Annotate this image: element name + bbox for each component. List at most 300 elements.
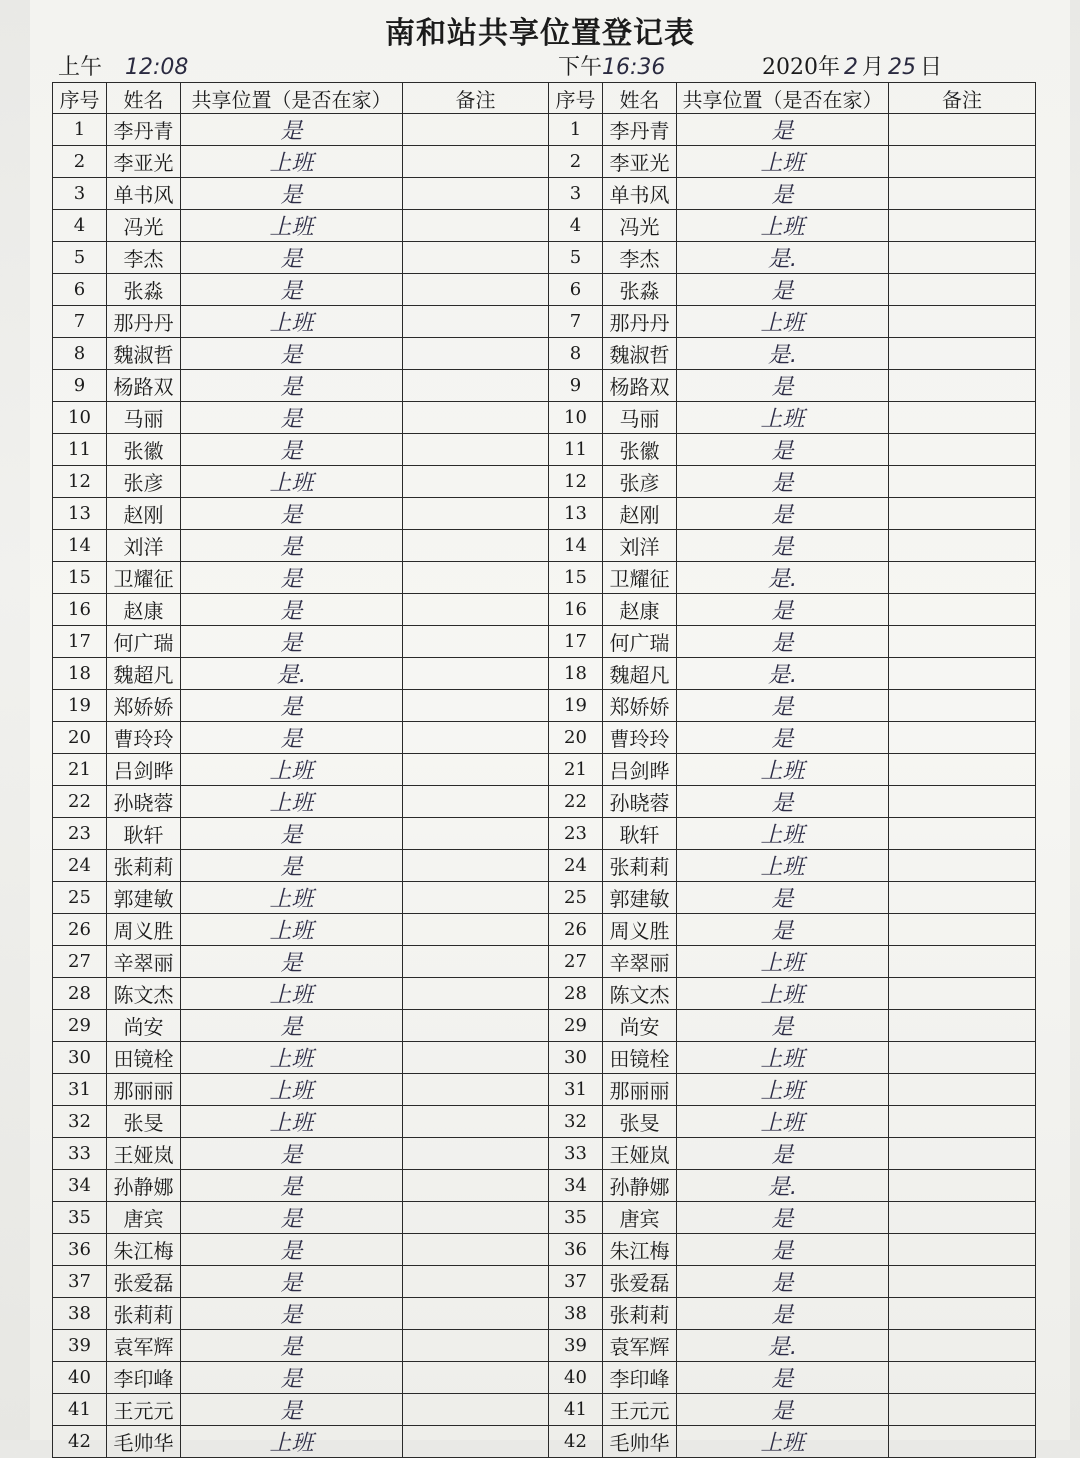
row-note — [403, 722, 549, 754]
row-location-status: 上班 — [677, 1074, 889, 1106]
row-note — [889, 402, 1036, 434]
row-note — [889, 466, 1036, 498]
row-location-status: 是 — [677, 626, 889, 658]
row-name: 卫耀征 — [603, 562, 677, 594]
table-row — [53, 1266, 549, 1298]
row-seq: 41 — [53, 1394, 107, 1426]
row-note — [889, 338, 1036, 370]
row-name: 张爱磊 — [107, 1266, 181, 1298]
table-row — [549, 178, 1036, 210]
row-seq: 13 — [549, 498, 603, 530]
header-note: 备注 — [889, 83, 1036, 114]
row-note — [403, 178, 549, 210]
row-seq: 38 — [53, 1298, 107, 1330]
row-name: 魏淑哲 — [603, 338, 677, 370]
header-name: 姓名 — [107, 83, 181, 114]
row-note — [889, 274, 1036, 306]
row-name: 杨路双 — [603, 370, 677, 402]
row-note — [403, 1426, 549, 1458]
table-row — [53, 978, 549, 1010]
row-seq: 31 — [53, 1074, 107, 1106]
row-note — [889, 850, 1036, 882]
row-location-status: 是. — [677, 242, 889, 274]
row-location-status: 是 — [181, 1202, 403, 1234]
row-name: 赵刚 — [603, 498, 677, 530]
row-name: 辛翠丽 — [107, 946, 181, 978]
row-seq: 30 — [549, 1042, 603, 1074]
row-note — [403, 466, 549, 498]
table-row — [53, 1010, 549, 1042]
row-seq: 33 — [53, 1138, 107, 1170]
row-note — [403, 1138, 549, 1170]
row-note — [403, 658, 549, 690]
row-name: 毛帅华 — [603, 1426, 677, 1458]
row-seq: 34 — [549, 1170, 603, 1202]
row-seq: 25 — [53, 882, 107, 914]
row-location-status: 是 — [677, 690, 889, 722]
table-row — [53, 402, 549, 434]
row-name: 王元元 — [603, 1394, 677, 1426]
row-location-status: 是 — [677, 530, 889, 562]
date-field — [762, 50, 942, 81]
row-name: 张彦 — [603, 466, 677, 498]
table-row — [53, 530, 549, 562]
row-location-status: 是 — [181, 370, 403, 402]
row-seq: 28 — [549, 978, 603, 1010]
row-location-status: 是 — [677, 1266, 889, 1298]
row-note — [403, 1330, 549, 1362]
row-seq: 14 — [549, 530, 603, 562]
row-location-status: 是 — [677, 466, 889, 498]
row-note — [889, 1202, 1036, 1234]
row-note — [403, 1394, 549, 1426]
row-seq: 34 — [53, 1170, 107, 1202]
table-row — [53, 722, 549, 754]
table-row — [549, 370, 1036, 402]
table-row — [53, 210, 549, 242]
row-name: 张淼 — [603, 274, 677, 306]
row-name: 耿轩 — [107, 818, 181, 850]
table-row — [549, 978, 1036, 1010]
row-note — [889, 658, 1036, 690]
row-location-status: 上班 — [677, 1426, 889, 1458]
row-location-status: 上班 — [181, 978, 403, 1010]
table-row — [549, 530, 1036, 562]
table-row — [53, 818, 549, 850]
table-row — [53, 306, 549, 338]
row-location-status: 上班 — [181, 146, 403, 178]
row-note — [889, 498, 1036, 530]
row-name: 李丹青 — [107, 114, 181, 146]
table-row — [549, 946, 1036, 978]
row-note — [403, 146, 549, 178]
row-name: 张莉莉 — [603, 1298, 677, 1330]
row-name: 尚安 — [603, 1010, 677, 1042]
row-note — [403, 370, 549, 402]
month-unit: 月 — [862, 55, 885, 80]
row-name: 陈文杰 — [603, 978, 677, 1010]
row-location-status: 是. — [181, 658, 403, 690]
row-location-status: 是 — [181, 434, 403, 466]
row-seq: 40 — [53, 1362, 107, 1394]
row-location-status: 上班 — [181, 1042, 403, 1074]
row-seq: 30 — [53, 1042, 107, 1074]
row-name: 张旻 — [107, 1106, 181, 1138]
row-seq: 6 — [549, 274, 603, 306]
row-location-status: 是 — [181, 1138, 403, 1170]
row-name: 郑娇娇 — [603, 690, 677, 722]
row-location-status: 上班 — [677, 1106, 889, 1138]
table-row — [549, 1234, 1036, 1266]
table-row — [549, 498, 1036, 530]
table-row — [549, 658, 1036, 690]
pm-register-table — [548, 82, 1036, 1458]
row-seq: 19 — [549, 690, 603, 722]
row-location-status: 上班 — [181, 466, 403, 498]
row-seq: 16 — [53, 594, 107, 626]
row-note — [403, 1298, 549, 1330]
table-row — [53, 1170, 549, 1202]
row-location-status: 是 — [181, 402, 403, 434]
row-note — [403, 850, 549, 882]
row-note — [889, 594, 1036, 626]
row-note — [403, 946, 549, 978]
row-name: 郑娇娇 — [107, 690, 181, 722]
row-note — [889, 754, 1036, 786]
row-note — [889, 690, 1036, 722]
table-row — [549, 274, 1036, 306]
table-row — [549, 1074, 1036, 1106]
row-name: 刘洋 — [107, 530, 181, 562]
row-seq: 37 — [549, 1266, 603, 1298]
row-seq: 5 — [53, 242, 107, 274]
row-name: 郭建敏 — [603, 882, 677, 914]
row-seq: 41 — [549, 1394, 603, 1426]
table-row — [53, 434, 549, 466]
header-note: 备注 — [403, 83, 549, 114]
row-name: 张莉莉 — [107, 850, 181, 882]
row-seq: 3 — [53, 178, 107, 210]
row-name: 马丽 — [603, 402, 677, 434]
row-location-status: 是 — [181, 114, 403, 146]
row-location-status: 上班 — [677, 210, 889, 242]
table-row — [549, 914, 1036, 946]
row-location-status: 是. — [677, 338, 889, 370]
row-note — [403, 690, 549, 722]
row-name: 李亚光 — [107, 146, 181, 178]
row-note — [889, 146, 1036, 178]
row-location-status: 是 — [181, 850, 403, 882]
row-location-status: 是 — [677, 786, 889, 818]
row-note — [403, 338, 549, 370]
row-note — [403, 274, 549, 306]
table-row — [549, 1202, 1036, 1234]
table-row — [53, 114, 549, 146]
row-note — [889, 1362, 1036, 1394]
table-row — [549, 242, 1036, 274]
row-name: 曹玲玲 — [107, 722, 181, 754]
row-location-status: 上班 — [677, 1042, 889, 1074]
table-row — [53, 1042, 549, 1074]
row-seq: 20 — [53, 722, 107, 754]
row-name: 冯光 — [603, 210, 677, 242]
table-row — [549, 850, 1036, 882]
row-name: 李丹青 — [603, 114, 677, 146]
row-name: 朱江梅 — [603, 1234, 677, 1266]
table-row — [53, 370, 549, 402]
row-name: 王娅岚 — [603, 1138, 677, 1170]
table-row — [549, 210, 1036, 242]
row-seq: 13 — [53, 498, 107, 530]
row-seq: 14 — [53, 530, 107, 562]
row-location-status: 是 — [677, 1234, 889, 1266]
row-seq: 33 — [549, 1138, 603, 1170]
row-note — [889, 530, 1036, 562]
row-seq: 17 — [53, 626, 107, 658]
row-seq: 20 — [549, 722, 603, 754]
table-row — [549, 1266, 1036, 1298]
row-name: 李印峰 — [603, 1362, 677, 1394]
row-note — [403, 1170, 549, 1202]
form-title: 南和站共享位置登记表 — [385, 16, 695, 51]
row-seq: 40 — [549, 1362, 603, 1394]
table-row — [53, 850, 549, 882]
row-seq: 21 — [549, 754, 603, 786]
row-name: 那丹丹 — [603, 306, 677, 338]
row-note — [889, 1330, 1036, 1362]
header-name: 姓名 — [603, 83, 677, 114]
table-row — [549, 146, 1036, 178]
row-location-status: 上班 — [677, 146, 889, 178]
row-note — [403, 1106, 549, 1138]
header-seq: 序号 — [53, 83, 107, 114]
row-note — [889, 370, 1036, 402]
row-note — [889, 1138, 1036, 1170]
table-row — [549, 434, 1036, 466]
row-note — [403, 114, 549, 146]
row-note — [403, 1234, 549, 1266]
row-location-status: 是 — [677, 722, 889, 754]
row-name: 袁军辉 — [603, 1330, 677, 1362]
row-seq: 11 — [53, 434, 107, 466]
row-name: 孙晓蓉 — [603, 786, 677, 818]
row-location-status: 上班 — [181, 210, 403, 242]
table-row — [549, 818, 1036, 850]
table-row — [549, 1138, 1036, 1170]
row-location-status: 是 — [677, 1202, 889, 1234]
table-row — [53, 658, 549, 690]
row-location-status: 是 — [181, 626, 403, 658]
table-row — [53, 1138, 549, 1170]
row-seq: 42 — [549, 1426, 603, 1458]
row-seq: 36 — [549, 1234, 603, 1266]
row-seq: 12 — [53, 466, 107, 498]
row-location-status: 是 — [181, 1330, 403, 1362]
row-seq: 18 — [549, 658, 603, 690]
table-row — [549, 722, 1036, 754]
morning-label: 上午 — [58, 55, 103, 80]
row-seq: 27 — [53, 946, 107, 978]
table-row — [549, 882, 1036, 914]
row-name: 陈文杰 — [107, 978, 181, 1010]
row-location-status: 上班 — [677, 754, 889, 786]
row-seq: 4 — [53, 210, 107, 242]
row-note — [403, 882, 549, 914]
row-name: 李杰 — [603, 242, 677, 274]
row-seq: 23 — [53, 818, 107, 850]
row-location-status: 是 — [181, 1298, 403, 1330]
row-seq: 1 — [549, 114, 603, 146]
row-seq: 10 — [53, 402, 107, 434]
row-location-status: 上班 — [181, 1074, 403, 1106]
row-location-status: 是 — [677, 274, 889, 306]
row-name: 耿轩 — [603, 818, 677, 850]
row-name: 孙静娜 — [107, 1170, 181, 1202]
row-note — [889, 882, 1036, 914]
year-unit: 年 — [818, 55, 841, 80]
row-location-status: 是. — [677, 562, 889, 594]
row-note — [889, 1234, 1036, 1266]
table-row — [549, 594, 1036, 626]
row-location-status: 是 — [677, 1394, 889, 1426]
table-row — [53, 146, 549, 178]
afternoon-time-field — [558, 50, 665, 81]
table-row — [549, 562, 1036, 594]
row-seq: 11 — [549, 434, 603, 466]
row-location-status: 是 — [181, 530, 403, 562]
row-location-status: 是 — [677, 1010, 889, 1042]
row-location-status: 是. — [677, 1170, 889, 1202]
row-location-status: 上班 — [181, 1106, 403, 1138]
date-day: 25 — [888, 55, 917, 80]
row-location-status: 是 — [677, 594, 889, 626]
row-note — [889, 1298, 1036, 1330]
row-note — [403, 210, 549, 242]
row-location-status: 是 — [181, 690, 403, 722]
row-seq: 25 — [549, 882, 603, 914]
row-name: 刘洋 — [603, 530, 677, 562]
row-name: 何广瑞 — [603, 626, 677, 658]
row-location-status: 是 — [181, 1394, 403, 1426]
row-name: 周义胜 — [107, 914, 181, 946]
row-location-status: 上班 — [677, 946, 889, 978]
row-location-status: 是 — [181, 1266, 403, 1298]
row-name: 张莉莉 — [107, 1298, 181, 1330]
row-location-status: 是 — [181, 946, 403, 978]
row-seq: 21 — [53, 754, 107, 786]
table-row — [53, 1106, 549, 1138]
row-name: 王元元 — [107, 1394, 181, 1426]
row-location-status: 是. — [677, 658, 889, 690]
row-seq: 29 — [53, 1010, 107, 1042]
row-note — [403, 1010, 549, 1042]
row-seq: 4 — [549, 210, 603, 242]
row-note — [403, 434, 549, 466]
table-row — [53, 338, 549, 370]
row-location-status: 是 — [181, 1010, 403, 1042]
row-name: 朱江梅 — [107, 1234, 181, 1266]
row-name: 赵刚 — [107, 498, 181, 530]
row-location-status: 上班 — [677, 850, 889, 882]
row-name: 张旻 — [603, 1106, 677, 1138]
row-note — [403, 562, 549, 594]
table-row — [549, 338, 1036, 370]
table-row — [53, 594, 549, 626]
row-name: 杨路双 — [107, 370, 181, 402]
row-name: 孙晓蓉 — [107, 786, 181, 818]
row-seq: 28 — [53, 978, 107, 1010]
row-location-status: 是 — [181, 562, 403, 594]
row-location-status: 上班 — [677, 978, 889, 1010]
table-row — [53, 946, 549, 978]
row-note — [403, 818, 549, 850]
row-seq: 6 — [53, 274, 107, 306]
row-name: 王娅岚 — [107, 1138, 181, 1170]
table-row — [549, 466, 1036, 498]
table-row — [549, 1042, 1036, 1074]
row-seq: 12 — [549, 466, 603, 498]
table-row — [549, 1298, 1036, 1330]
table-row — [53, 498, 549, 530]
row-name: 何广瑞 — [107, 626, 181, 658]
row-name: 张淼 — [107, 274, 181, 306]
row-location-status: 是 — [181, 274, 403, 306]
row-seq: 39 — [549, 1330, 603, 1362]
row-name: 魏超凡 — [603, 658, 677, 690]
row-location-status: 上班 — [677, 818, 889, 850]
row-location-status: 是 — [677, 370, 889, 402]
header-seq: 序号 — [549, 83, 603, 114]
row-note — [889, 1266, 1036, 1298]
row-seq: 10 — [549, 402, 603, 434]
row-seq: 27 — [549, 946, 603, 978]
row-name: 单书风 — [603, 178, 677, 210]
row-seq: 38 — [549, 1298, 603, 1330]
row-name: 赵康 — [603, 594, 677, 626]
row-location-status: 上班 — [181, 306, 403, 338]
row-name: 马丽 — [107, 402, 181, 434]
row-seq: 3 — [549, 178, 603, 210]
row-location-status: 是 — [181, 178, 403, 210]
row-location-status: 是. — [677, 1330, 889, 1362]
table-row — [53, 242, 549, 274]
table-row — [53, 690, 549, 722]
row-location-status: 上班 — [181, 786, 403, 818]
table-row — [549, 786, 1036, 818]
row-note — [403, 1266, 549, 1298]
table-row — [53, 466, 549, 498]
row-note — [889, 1106, 1036, 1138]
row-seq: 2 — [549, 146, 603, 178]
row-name: 尚安 — [107, 1010, 181, 1042]
row-location-status: 是 — [677, 178, 889, 210]
table-row — [549, 1170, 1036, 1202]
row-seq: 22 — [549, 786, 603, 818]
table-row — [53, 562, 549, 594]
row-note — [403, 1074, 549, 1106]
row-note — [403, 626, 549, 658]
row-seq: 29 — [549, 1010, 603, 1042]
row-name: 那丽丽 — [107, 1074, 181, 1106]
row-note — [403, 306, 549, 338]
row-seq: 18 — [53, 658, 107, 690]
table-row — [53, 1330, 549, 1362]
row-name: 李杰 — [107, 242, 181, 274]
row-seq: 8 — [549, 338, 603, 370]
row-location-status: 是 — [181, 242, 403, 274]
row-name: 张徽 — [603, 434, 677, 466]
row-location-status: 上班 — [181, 882, 403, 914]
